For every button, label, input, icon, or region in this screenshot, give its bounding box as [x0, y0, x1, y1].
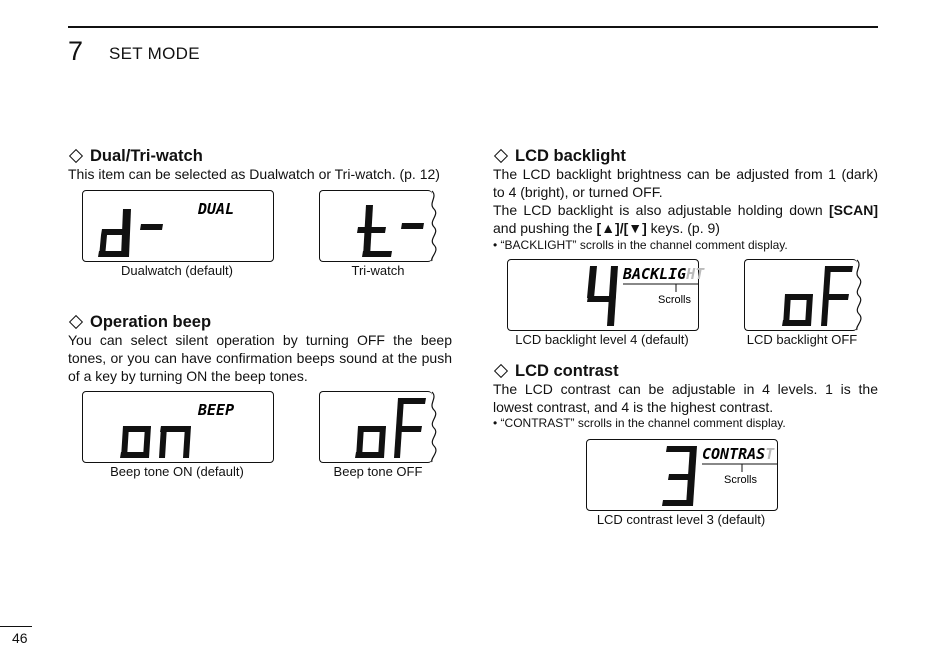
section-title-beep: Operation beep — [68, 313, 211, 332]
header-rule — [68, 26, 878, 28]
footer-rule — [0, 626, 32, 627]
diamond-icon — [494, 364, 508, 378]
lcd-contrast-3 — [586, 439, 778, 511]
lcd-backlight-off — [744, 259, 857, 331]
contrast-body: The LCD contrast can be adjustable in 4 levels. 1 is the lowest contrast, and 4 is the highest contrast. — [493, 381, 878, 415]
lcd-beep-off — [319, 391, 432, 463]
scrolls-label: Scrolls — [658, 294, 692, 306]
page-number: 46 — [12, 630, 28, 646]
section-title-dual: Dual/Tri-watch — [68, 147, 203, 166]
section-title-contrast: LCD contrast — [493, 362, 619, 381]
lcd-beep-off-graphic — [320, 392, 445, 462]
diamond-icon — [69, 315, 83, 329]
caption-backlight-4: LCD backlight level 4 (default) — [515, 332, 689, 347]
lcd-beep-on — [82, 391, 274, 463]
lcd-backlight-off-graphic — [745, 260, 870, 330]
backlight-body-1: The LCD backlight brightness can be adjusted from 1 (dark) to 4 (bright), or turned OFF. — [493, 166, 878, 200]
dual-body: This item can be selected as Dualwatch or Tri-watch. (p. 12) — [68, 166, 440, 182]
lcd-triwatch — [319, 190, 432, 262]
diamond-icon — [69, 149, 83, 163]
caption-dualwatch: Dualwatch (default) — [121, 263, 233, 278]
lcd-contrast-3-graphic — [587, 440, 802, 510]
chapter-title: SET MODE — [109, 44, 200, 63]
lcd-small-text: BACKLIGHT — [623, 265, 705, 283]
caption-backlight-off: LCD backlight OFF — [746, 332, 858, 347]
caption-contrast-3: LCD contrast level 3 (default) — [596, 512, 766, 527]
lcd-beep-on-graphic — [83, 392, 273, 462]
lcd-triwatch-graphic — [320, 191, 445, 261]
caption-triwatch: Tri-watch — [351, 263, 405, 278]
lcd-dualwatch-graphic — [83, 191, 273, 261]
caption-beep-on: Beep tone ON (default) — [110, 464, 244, 479]
contrast-bullet: • “CONTRAST” scrolls in the channel comment display. — [493, 416, 786, 430]
beep-body: You can select silent operation by turning OFF the beep tones, or you can have confirmation beeps sound at the push of a key by turning ON the beep tones. — [68, 332, 452, 384]
backlight-bullet: • “BACKLIGHT” scrolls in the channel comment display. — [493, 238, 788, 252]
lcd-dualwatch — [82, 190, 274, 262]
scrolls-label: Scrolls — [724, 474, 758, 486]
lcd-backlight-4-graphic — [508, 260, 723, 330]
caption-beep-off: Beep tone OFF — [333, 464, 423, 479]
diamond-icon — [494, 149, 508, 163]
backlight-body-2: The LCD backlight is also adjustable holding down [SCAN] and pushing the [▲]/[▼] keys. (p. 9) — [493, 202, 878, 236]
section-title-backlight: LCD backlight — [493, 147, 626, 166]
lcd-small-text: BEEP — [198, 401, 235, 419]
lcd-small-text: DUAL — [198, 200, 235, 218]
chapter-number: 7 — [68, 36, 84, 66]
lcd-small-text: CONTRAST — [702, 445, 775, 463]
lcd-backlight-4 — [507, 259, 705, 331]
